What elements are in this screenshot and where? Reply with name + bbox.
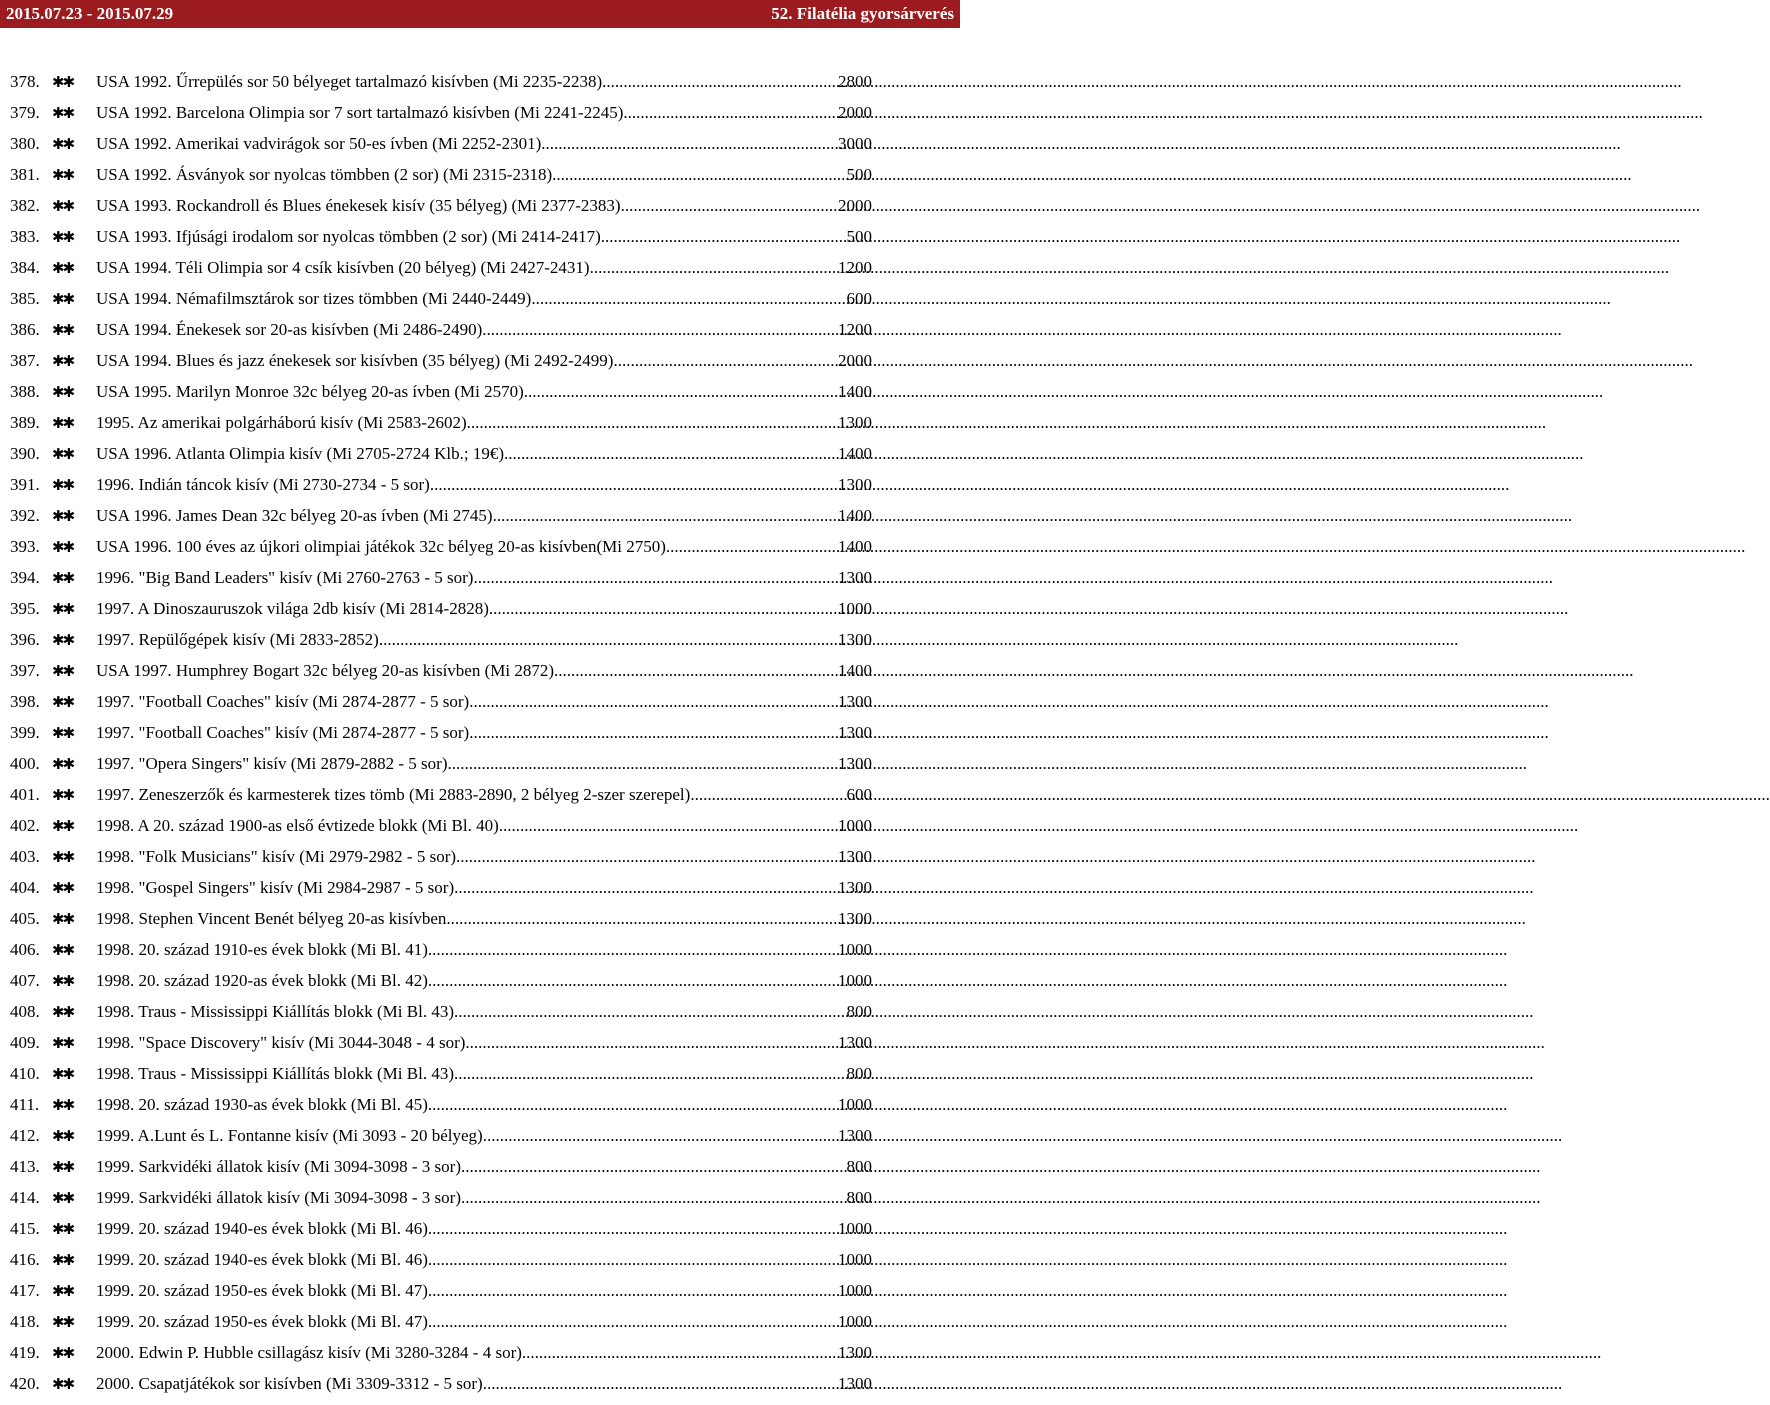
mint-condition-stars-icon: ✱✱ (52, 478, 74, 494)
dot-leader (430, 475, 838, 495)
lot-row (10, 320, 872, 351)
lot-row (10, 475, 872, 506)
lot-description: USA 1994. Téli Olimpia sor 4 csík kisívben (20 bélyeg) (Mi 2427-2431) (96, 258, 590, 277)
mint-condition-stars-icon: ✱✱ (52, 850, 74, 866)
lot-number: 394. (10, 568, 40, 587)
lot-row (10, 692, 872, 723)
lot-price: 1300 (838, 909, 872, 928)
lot-price: 800 (846, 1002, 872, 1021)
lot-description: 1999. Sarkvidéki állatok kisív (Mi 3094-3098 - 3 sor) (96, 1157, 461, 1176)
dot-leader (428, 940, 838, 960)
mint-condition-stars-icon: ✱✱ (52, 416, 74, 432)
lot-description: 1999. 20. század 1950-es évek blokk (Mi Bl. 47) (96, 1281, 428, 1300)
lot-description: USA 1992. Ásványok sor nyolcas tömbben (2 sor) (Mi 2315-2318) (96, 165, 553, 184)
lot-description: 1999. Sarkvidéki állatok kisív (Mi 3094-3098 - 3 sor) (96, 1188, 461, 1207)
lot-row (10, 754, 872, 785)
lot-row (10, 227, 872, 258)
lot-description: USA 1993. Rockandroll és Blues énekesek kisív (35 bélyeg) (Mi 2377-2383) (96, 196, 621, 215)
mint-condition-stars-icon: ✱✱ (52, 571, 74, 587)
lot-price: 1000 (838, 940, 872, 959)
lot-price: 2000 (838, 103, 872, 122)
lot-number: 400. (10, 754, 40, 773)
lot-number: 378. (10, 72, 40, 91)
dot-leader (489, 599, 838, 619)
lot-row (10, 103, 872, 134)
dot-leader (531, 289, 846, 309)
lot-row (10, 1219, 872, 1250)
lot-row (10, 289, 872, 320)
lot-row (10, 1281, 872, 1312)
mint-condition-stars-icon: ✱✱ (52, 1098, 74, 1114)
mint-condition-stars-icon: ✱✱ (52, 602, 74, 618)
mint-condition-stars-icon: ✱✱ (52, 168, 74, 184)
mint-condition-stars-icon: ✱✱ (52, 788, 74, 804)
lot-list (10, 72, 872, 1405)
lot-price: 800 (846, 1064, 872, 1083)
lot-description: USA 1994. Blues és jazz énekesek sor kisívben (35 bélyeg) (Mi 2492-2499) (96, 351, 614, 370)
lot-price: 3000 (838, 134, 872, 153)
lot-price: 1300 (838, 847, 872, 866)
lot-number: 420. (10, 1374, 40, 1393)
mint-condition-stars-icon: ✱✱ (52, 1222, 74, 1238)
mint-condition-stars-icon: ✱✱ (52, 1036, 74, 1052)
lot-number: 391. (10, 475, 40, 494)
lot-description: 1999. A.Lunt és L. Fontanne kisív (Mi 3093 - 20 bélyeg) (96, 1126, 483, 1145)
mint-condition-stars-icon: ✱✱ (52, 540, 74, 556)
lot-price: 1300 (838, 754, 872, 773)
lot-number: 379. (10, 103, 40, 122)
dot-leader (541, 134, 838, 154)
dot-leader (465, 1033, 838, 1053)
lot-description: 1998. "Folk Musicians" kisív (Mi 2979-2982 - 5 sor) (96, 847, 457, 866)
dot-leader (454, 1064, 847, 1084)
mint-condition-stars-icon: ✱✱ (52, 664, 74, 680)
lot-description: 1998. "Gospel Singers" kisív (Mi 2984-2987 - 5 sor) (96, 878, 455, 897)
mint-condition-stars-icon: ✱✱ (52, 230, 74, 246)
lot-number: 419. (10, 1343, 40, 1362)
lot-row (10, 940, 872, 971)
lot-row (10, 1033, 872, 1064)
mint-condition-stars-icon: ✱✱ (52, 1005, 74, 1021)
lot-row (10, 599, 872, 630)
mint-condition-stars-icon: ✱✱ (52, 354, 74, 370)
lot-price: 2800 (838, 72, 872, 91)
lot-number: 387. (10, 351, 40, 370)
lot-price: 1400 (838, 506, 872, 525)
lot-price: 1300 (838, 1343, 872, 1362)
lot-description: USA 1993. Ifjúsági irodalom sor nyolcas tömbben (2 sor) (Mi 2414-2417) (96, 227, 601, 246)
mint-condition-stars-icon: ✱✱ (52, 974, 74, 990)
lot-description: 1998. "Space Discovery" kisív (Mi 3044-3048 - 4 sor) (96, 1033, 466, 1052)
mint-condition-stars-icon: ✱✱ (52, 509, 74, 525)
lot-description: 1998. 20. század 1910-es évek blokk (Mi Bl. 41) (96, 940, 428, 959)
lot-number: 404. (10, 878, 40, 897)
lot-row (10, 444, 872, 475)
lot-price: 800 (846, 1157, 872, 1176)
mint-condition-stars-icon: ✱✱ (52, 943, 74, 959)
lot-row (10, 165, 872, 196)
dot-leader (499, 816, 838, 836)
lot-row (10, 1343, 872, 1374)
lot-row (10, 382, 872, 413)
lot-description: USA 1994. Énekesek sor 20-as kisívben (Mi 2486-2490) (96, 320, 483, 339)
mint-condition-stars-icon: ✱✱ (52, 1067, 74, 1083)
lot-number: 380. (10, 134, 40, 153)
lot-row (10, 1064, 872, 1095)
mint-condition-stars-icon: ✱✱ (52, 726, 74, 742)
dot-leader (482, 320, 838, 340)
date-range: 2015.07.23 - 2015.07.29 (6, 4, 174, 23)
lot-row (10, 1188, 872, 1219)
lot-price: 1300 (838, 1126, 872, 1145)
lot-row (10, 1157, 872, 1188)
mint-condition-stars-icon: ✱✱ (52, 447, 74, 463)
lot-description: 2000. Edwin P. Hubble csillagász kisív (Mi 3280-3284 - 4 sor) (96, 1343, 522, 1362)
lot-row (10, 1095, 872, 1126)
lot-number: 392. (10, 506, 40, 525)
dot-leader (428, 971, 838, 991)
lot-description: 1998. A 20. század 1900-as első évtizede blokk (Mi Bl. 40) (96, 816, 499, 835)
lot-price: 1200 (838, 320, 872, 339)
lot-price: 1300 (838, 1374, 872, 1393)
lot-number: 418. (10, 1312, 40, 1331)
lot-price: 1300 (838, 692, 872, 711)
lot-row (10, 413, 872, 444)
lot-price: 1300 (838, 568, 872, 587)
lot-number: 396. (10, 630, 40, 649)
mint-condition-stars-icon: ✱✱ (52, 912, 74, 928)
mint-condition-stars-icon: ✱✱ (52, 292, 74, 308)
lot-number: 407. (10, 971, 40, 990)
dot-leader (469, 723, 838, 743)
lot-number: 416. (10, 1250, 40, 1269)
lot-description: USA 1996. 100 éves az újkori olimpiai játékok 32c bélyeg 20-as kisívben(Mi 2750) (96, 537, 666, 556)
mint-condition-stars-icon: ✱✱ (52, 385, 74, 401)
lot-number: 384. (10, 258, 40, 277)
lot-row (10, 723, 872, 754)
lot-number: 405. (10, 909, 40, 928)
lot-price: 1300 (838, 475, 872, 494)
lot-row (10, 816, 872, 847)
lot-number: 409. (10, 1033, 40, 1052)
lot-number: 410. (10, 1064, 40, 1083)
dot-leader (461, 1188, 847, 1208)
mint-condition-stars-icon: ✱✱ (52, 881, 74, 897)
dot-leader (690, 785, 846, 805)
dot-leader (601, 227, 847, 247)
lot-row (10, 785, 872, 816)
lot-description: 1999. 20. század 1940-es évek blokk (Mi Bl. 46) (96, 1219, 428, 1238)
lot-price: 600 (846, 785, 872, 804)
lot-row (10, 661, 872, 692)
dot-leader (447, 754, 838, 774)
lot-row (10, 878, 872, 909)
lot-price: 1000 (838, 1250, 872, 1269)
lot-number: 390. (10, 444, 40, 463)
dot-leader (454, 878, 838, 898)
dot-leader (379, 630, 838, 650)
lot-number: 402. (10, 816, 40, 835)
lot-price: 800 (846, 1188, 872, 1207)
lot-number: 389. (10, 413, 40, 432)
dot-leader (483, 1374, 838, 1394)
lot-price: 1300 (838, 413, 872, 432)
lot-row (10, 630, 872, 661)
lot-row (10, 196, 872, 227)
mint-condition-stars-icon: ✱✱ (52, 323, 74, 339)
lot-price: 1000 (838, 971, 872, 990)
lot-number: 383. (10, 227, 40, 246)
dot-leader (428, 1312, 838, 1332)
lot-description: 1997. "Football Coaches" kisív (Mi 2874-2877 - 5 sor) (96, 692, 470, 711)
lot-description: 1998. Stephen Vincent Benét bélyeg 20-as kisívben (96, 909, 447, 928)
lot-price: 1400 (838, 661, 872, 680)
lot-price: 1400 (838, 444, 872, 463)
page-header (0, 0, 960, 28)
lot-description: 1997. Repülőgépek kisív (Mi 2833-2852) (96, 630, 379, 649)
lot-number: 395. (10, 599, 40, 618)
mint-condition-stars-icon: ✱✱ (52, 106, 74, 122)
lot-row (10, 1374, 872, 1405)
lot-number: 415. (10, 1219, 40, 1238)
lot-description: USA 1997. Humphrey Bogart 32c bélyeg 20-as kisívben (Mi 2872) (96, 661, 554, 680)
dot-leader (623, 103, 838, 123)
lot-row (10, 1250, 872, 1281)
lot-row (10, 258, 872, 289)
lot-description: 2000. Csapatjátékok sor kisívben (Mi 3309-3312 - 5 sor) (96, 1374, 483, 1393)
lot-number: 386. (10, 320, 40, 339)
lot-number: 408. (10, 1002, 40, 1021)
lot-row (10, 1312, 872, 1343)
mint-condition-stars-icon: ✱✱ (52, 199, 74, 215)
dot-leader (493, 506, 838, 526)
mint-condition-stars-icon: ✱✱ (52, 1129, 74, 1145)
dot-leader (428, 1281, 838, 1301)
lot-description: USA 1992. Amerikai vadvirágok sor 50-es ívben (Mi 2252-2301) (96, 134, 542, 153)
mint-condition-stars-icon: ✱✱ (52, 757, 74, 773)
lot-number: 397. (10, 661, 40, 680)
mint-condition-stars-icon: ✱✱ (52, 1284, 74, 1300)
dot-leader (446, 909, 838, 929)
lot-price: 2000 (838, 196, 872, 215)
dot-leader (666, 537, 838, 557)
mint-condition-stars-icon: ✱✱ (52, 1377, 74, 1393)
mint-condition-stars-icon: ✱✱ (52, 1346, 74, 1362)
lot-price: 1000 (838, 1281, 872, 1300)
lot-price: 500 (846, 165, 872, 184)
mint-condition-stars-icon: ✱✱ (52, 633, 74, 649)
lot-number: 411. (10, 1095, 40, 1114)
lot-description: USA 1995. Marilyn Monroe 32c bélyeg 20-as ívben (Mi 2570) (96, 382, 524, 401)
mint-condition-stars-icon: ✱✱ (52, 1315, 74, 1331)
dot-leader (428, 1095, 838, 1115)
lot-number: 381. (10, 165, 40, 184)
dot-leader (621, 196, 838, 216)
lot-price: 1000 (838, 1219, 872, 1238)
lot-number: 393. (10, 537, 40, 556)
dot-leader (483, 1126, 838, 1146)
lot-price: 2000 (838, 351, 872, 370)
lot-price: 1200 (838, 258, 872, 277)
lot-price: 1300 (838, 878, 872, 897)
lot-description: USA 1992. Űrrepülés sor 50 bélyeget tartalmazó kisívben (Mi 2235-2238) (96, 72, 603, 91)
mint-condition-stars-icon: ✱✱ (52, 261, 74, 277)
lot-price: 500 (846, 227, 872, 246)
lot-description: 1996. "Big Band Leaders" kisív (Mi 2760-2763 - 5 sor) (96, 568, 474, 587)
dot-leader (554, 661, 838, 681)
lot-description: 1997. "Football Coaches" kisív (Mi 2874-2877 - 5 sor) (96, 723, 470, 742)
lot-row (10, 568, 872, 599)
dot-leader (473, 568, 838, 588)
lot-description: 1995. Az amerikai polgárháború kisív (Mi 2583-2602) (96, 413, 467, 432)
lot-row (10, 971, 872, 1002)
lot-row (10, 134, 872, 165)
lot-price: 1300 (838, 723, 872, 742)
dot-leader (469, 692, 838, 712)
mint-condition-stars-icon: ✱✱ (52, 819, 74, 835)
lot-price: 1400 (838, 537, 872, 556)
lot-description: 1998. Traus - Mississippi Kiállítás blokk (Mi Bl. 43) (96, 1064, 454, 1083)
lot-description: 1999. 20. század 1940-es évek blokk (Mi Bl. 46) (96, 1250, 428, 1269)
dot-leader (454, 1002, 847, 1022)
lot-number: 403. (10, 847, 40, 866)
lot-price: 1300 (838, 1033, 872, 1052)
lot-price: 1300 (838, 630, 872, 649)
lot-row (10, 506, 872, 537)
lot-description: 1999. 20. század 1950-es évek blokk (Mi Bl. 47) (96, 1312, 428, 1331)
dot-leader (552, 165, 846, 185)
lot-number: 385. (10, 289, 40, 308)
lot-number: 406. (10, 940, 40, 959)
lot-price: 1000 (838, 1312, 872, 1331)
lot-number: 398. (10, 692, 40, 711)
lot-number: 414. (10, 1188, 40, 1207)
lot-price: 1000 (838, 599, 872, 618)
lot-row (10, 909, 872, 940)
lot-description: 1997. Zeneszerzők és karmesterek tizes tömb (Mi 2883-2890, 2 bélyeg 2-szer szerepel) (96, 785, 691, 804)
lot-description: 1998. 20. század 1930-as évek blokk (Mi Bl. 45) (96, 1095, 428, 1114)
dot-leader (524, 382, 838, 402)
dot-leader (467, 413, 838, 433)
lot-price: 1000 (838, 1095, 872, 1114)
auction-title: 52. Filatélia gyorsárverés (771, 4, 954, 23)
dot-leader (613, 351, 838, 371)
dot-leader (602, 72, 838, 92)
mint-condition-stars-icon: ✱✱ (52, 1253, 74, 1269)
lot-row (10, 537, 872, 568)
mint-condition-stars-icon: ✱✱ (52, 137, 74, 153)
dot-leader (428, 1219, 838, 1239)
lot-row (10, 1002, 872, 1033)
lot-description: USA 1996. Atlanta Olimpia kisív (Mi 2705-2724 Klb.; 19€) (96, 444, 504, 463)
lot-number: 388. (10, 382, 40, 401)
lot-description: 1996. Indián táncok kisív (Mi 2730-2734 - 5 sor) (96, 475, 430, 494)
lot-description: 1997. A Dinoszauruszok világa 2db kisív (Mi 2814-2828) (96, 599, 489, 618)
dot-leader (456, 847, 838, 867)
lot-row (10, 72, 872, 103)
dot-leader (522, 1343, 838, 1363)
lot-description: 1998. 20. század 1920-as évek blokk (Mi Bl. 42) (96, 971, 428, 990)
mint-condition-stars-icon: ✱✱ (52, 75, 74, 91)
lot-row (10, 1126, 872, 1157)
lot-number: 399. (10, 723, 40, 742)
lot-row (10, 847, 872, 878)
lot-price: 600 (846, 289, 872, 308)
lot-description: USA 1994. Némafilmsztárok sor tizes tömbben (Mi 2440-2449) (96, 289, 532, 308)
lot-number: 382. (10, 196, 40, 215)
dot-leader (590, 258, 838, 278)
dot-leader (461, 1157, 847, 1177)
mint-condition-stars-icon: ✱✱ (52, 1160, 74, 1176)
lot-price: 1000 (838, 816, 872, 835)
lot-description: USA 1992. Barcelona Olimpia sor 7 sort tartalmazó kisívben (Mi 2241-2245) (96, 103, 624, 122)
lot-number: 417. (10, 1281, 40, 1300)
dot-leader (504, 444, 838, 464)
lot-row (10, 351, 872, 382)
lot-description: USA 1996. James Dean 32c bélyeg 20-as ívben (Mi 2745) (96, 506, 493, 525)
lot-description: 1997. "Opera Singers" kisív (Mi 2879-2882 - 5 sor) (96, 754, 448, 773)
lot-description: 1998. Traus - Mississippi Kiállítás blokk (Mi Bl. 43) (96, 1002, 454, 1021)
dot-leader (428, 1250, 838, 1270)
lot-number: 412. (10, 1126, 40, 1145)
lot-number: 413. (10, 1157, 40, 1176)
lot-number: 401. (10, 785, 40, 804)
lot-price: 1400 (838, 382, 872, 401)
mint-condition-stars-icon: ✱✱ (52, 695, 74, 711)
mint-condition-stars-icon: ✱✱ (52, 1191, 74, 1207)
